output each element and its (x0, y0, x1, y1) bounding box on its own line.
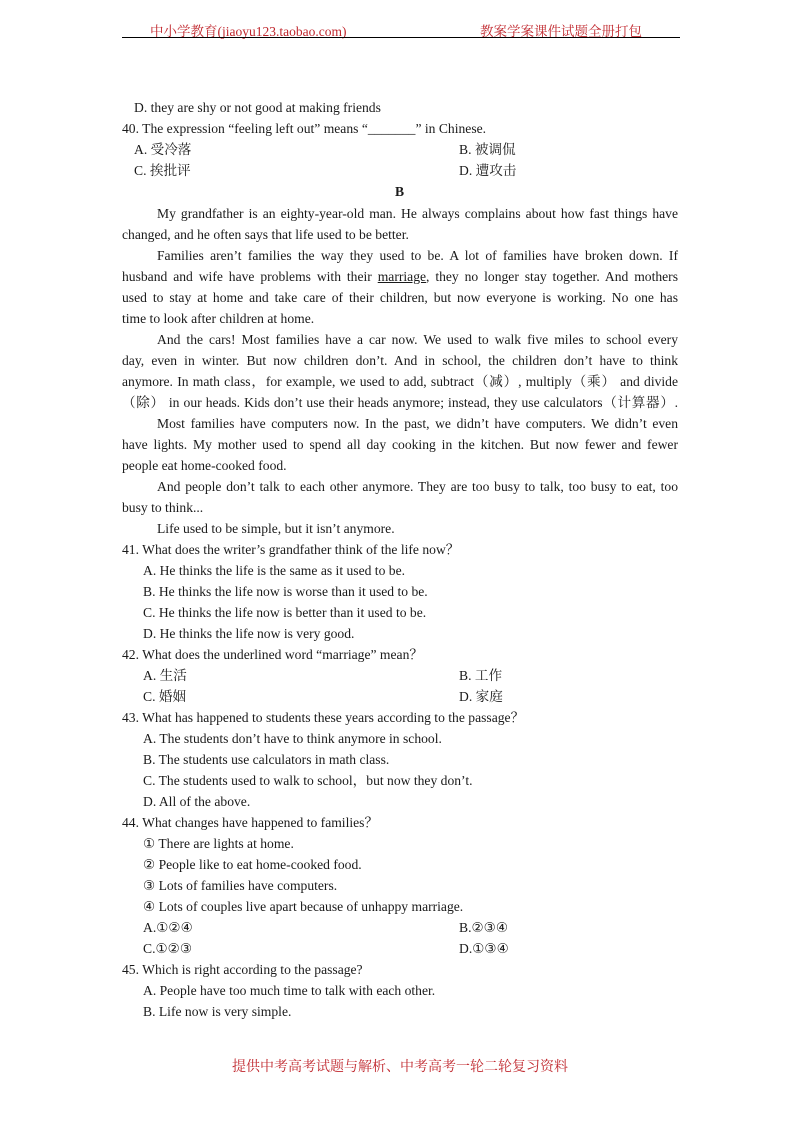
q42-option-b: B. 工作 (459, 668, 503, 683)
section-b-heading: B (395, 184, 405, 199)
q45-option-b: B. Life now is very simple. (143, 1004, 292, 1019)
header-source: 中小学教育(jiaoyu123.taobao.com) (150, 24, 347, 39)
q41-option-a: A. He thinks the life is the same as it used to be. (143, 563, 406, 578)
passage-para4-line2: have lights. My mother used to spend all day cooking in the kitchen. But now fewer and fewer (122, 437, 678, 452)
passage-para1-line1: My grandfather is an eighty-year-old man. He always complains about how fast things have (157, 206, 678, 221)
q44-option-c: C.①②③ (143, 941, 193, 956)
q42-option-d: D. 家庭 (459, 689, 503, 704)
q43-option-b: B. The students use calculators in math class. (143, 752, 390, 767)
q44-item-4: ④ Lots of couples live apart because of unhappy marriage. (143, 899, 464, 914)
q41-option-d: D. He thinks the life now is very good. (143, 626, 355, 641)
footer-banner: 提供中考高考试题与解析、中考高考一轮二轮复习资料 (232, 1060, 568, 1075)
q43-option-c: C. The students used to walk to school，but now they don’t. (143, 773, 473, 788)
q40-option-b: B. 被调侃 (459, 142, 516, 157)
para2-line2-after: , they no longer stay together. And mothers (426, 269, 678, 284)
q43-option-a: A. The students don’t have to think anymore in school. (143, 731, 442, 746)
passage-para3-line3: anymore. In math class，for example, we used to add, subtract（减）, multiply（乘） and divide (122, 374, 678, 389)
passage-para6: Life used to be simple, but it isn’t anymore. (157, 521, 395, 536)
q40-option-d: D. 遭攻击 (459, 163, 517, 178)
q41-stem: 41. What does the writer’s grandfather think of the life now？ (122, 542, 460, 557)
para2-line2-before: husband and wife have problems with their (122, 269, 378, 284)
passage-para2-line1: Families aren’t families the way they used to be. A lot of families have broken down. If (157, 248, 678, 263)
q42-option-a: A. 生活 (143, 668, 187, 683)
q39-option-d: D. they are shy or not good at making friends (134, 100, 381, 115)
passage-para4-line3: people eat home-cooked food. (122, 458, 287, 473)
passage-para5-line1: And people don’t talk to each other anymore. They are too busy to talk, too busy to eat, too (157, 479, 678, 494)
passage-para3-line2: day, even in winter. But now children don’t. And in school, the children don’t have to think (122, 353, 678, 368)
q40-stem: 40. The expression “feeling left out” means “_______” in Chinese. (122, 121, 487, 136)
q44-item-3: ③ Lots of families have computers. (143, 878, 338, 893)
passage-para3-line4: （除） in our heads. Kids don’t use their heads anymore; instead, they use calculators（计算器）. (122, 395, 678, 410)
header-tagline: 教案学案课件试题全册打包 (480, 24, 642, 39)
passage-para2-line3: used to stay at home and take care of their children, but now everyone is working. No one has (122, 290, 678, 305)
underlined-word-marriage: marriage (377, 269, 427, 284)
q42-stem: 42. What does the underlined word “marriage” mean？ (122, 647, 423, 662)
passage-para1-line2: changed, and he often says that life used to be better. (122, 227, 409, 242)
passage-para4-line1: Most families have computers now. In the past, we didn’t have computers. We didn’t even (157, 416, 678, 431)
q41-option-c: C. He thinks the life now is better than it used to be. (143, 605, 427, 620)
q44-item-2: ② People like to eat home-cooked food. (143, 857, 362, 872)
q44-stem: 44. What changes have happened to families？ (122, 815, 379, 830)
q40-option-a: A. 受冷落 (134, 142, 192, 157)
q40-option-c: C. 挨批评 (134, 163, 191, 178)
q43-stem: 43. What has happened to students these years according to the passage？ (122, 710, 525, 725)
q42-option-c: C. 婚姻 (143, 689, 187, 704)
q44-item-1: ① There are lights at home. (143, 836, 294, 851)
header-divider (122, 37, 680, 38)
q45-option-a: A. People have too much time to talk with each other. (143, 983, 436, 998)
passage-para2-line2 (122, 266, 678, 287)
q44-option-d: D.①③④ (459, 941, 509, 956)
passage-para2-line4: time to look after children at home. (122, 311, 315, 326)
q45-stem: 45. Which is right according to the passage? (122, 962, 363, 977)
q44-option-a: A.①②④ (143, 920, 193, 935)
q44-option-b: B.②③④ (459, 920, 509, 935)
q43-option-d: D. All of the above. (143, 794, 251, 809)
passage-para5-line2: busy to think... (122, 500, 204, 515)
q41-option-b: B. He thinks the life now is worse than it used to be. (143, 584, 428, 599)
passage-para3-line1: And the cars! Most families have a car now. We used to walk five miles to school every (157, 332, 678, 347)
